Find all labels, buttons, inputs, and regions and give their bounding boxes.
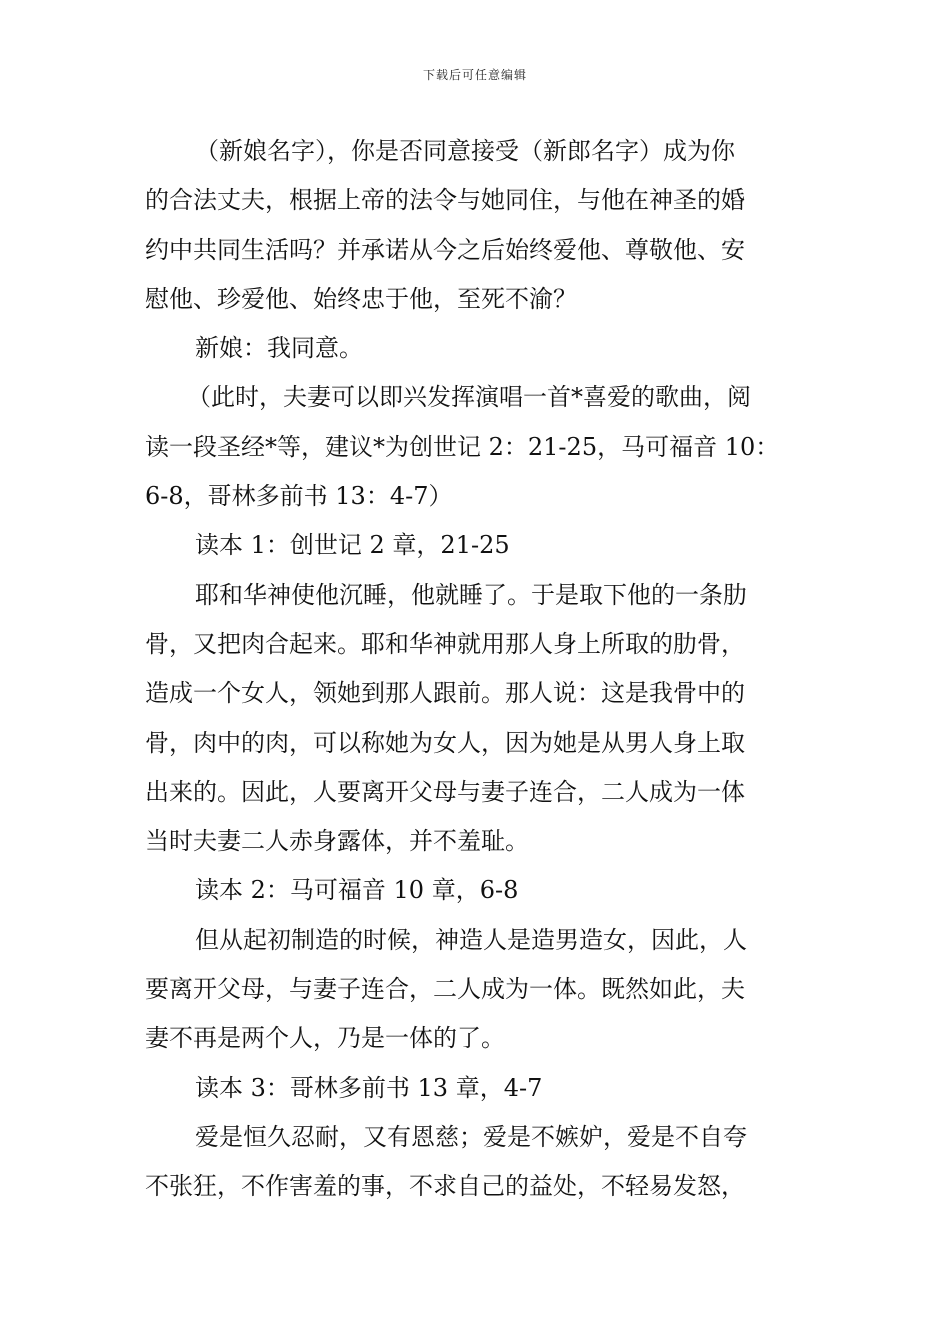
reading-heading: 读本 2：马可福音 10 章，6-8 — [195, 876, 519, 905]
paragraph-line: 6-8，哥林多前书 13：4-7） — [145, 482, 453, 511]
paragraph-line: 要离开父母，与妻子连合，二人成为一体。既然如此，夫 — [145, 975, 745, 1004]
reading-heading: 读本 1：创世记 2 章，21-25 — [195, 531, 510, 560]
paragraph-line: 妻不再是两个人，乃是一体的了。 — [145, 1024, 505, 1053]
paragraph-line: 造成一个女人，领她到那人跟前。那人说：这是我骨中的 — [145, 679, 745, 708]
paragraph-line: 但从起初制造的时候，神造人是造男造女，因此，人 — [195, 925, 747, 954]
paragraph-line: （此时，夫妻可以即兴发挥演唱一首*喜爱的歌曲，阅 — [187, 383, 751, 412]
paragraph-line: 骨，又把肉合起来。耶和华神就用那人身上所取的肋骨， — [145, 629, 745, 658]
paragraph-line: （新娘名字），你是否同意接受（新郎名字）成为你 — [195, 137, 735, 165]
paragraph-line: 约中共同生活吗？并承诺从今之后始终爱他、尊敬他、安 — [145, 235, 745, 264]
body-text — [145, 127, 810, 1212]
paragraph-line: 出来的。因此，人要离开父母与妻子连合，二人成为一体 — [145, 777, 745, 806]
paragraph-line: 的合法丈夫，根据上帝的法令与她同住，与他在神圣的婚 — [145, 186, 745, 215]
paragraph-line: 骨，肉中的肉，可以称她为女人，因为她是从男人身上取 — [145, 728, 745, 757]
paragraph-line: 爱是恒久忍耐，又有恩慈；爱是不嫉妒，爱是不自夸 — [195, 1122, 747, 1151]
paragraph-line: 新娘：我同意。 — [195, 334, 363, 363]
reading-heading: 读本 3：哥林多前书 13 章，4-7 — [195, 1073, 543, 1102]
paragraph-line: 读一段圣经*等，建议*为创世记 2：21-25，马可福音 10： — [145, 432, 780, 461]
paragraph-line: 不张狂，不作害羞的事，不求自己的益处，不轻易发怒， — [145, 1172, 745, 1201]
paragraph-line: 当时夫妻二人赤身露体，并不羞耻。 — [145, 827, 529, 856]
paragraph-line: 慰他、珍爱他、始终忠于他，至死不渝？ — [145, 284, 577, 313]
header-note: 下载后可任意编辑 — [422, 68, 527, 82]
paragraph-line: 耶和华神使他沉睡，他就睡了。于是取下他的一条肋 — [195, 580, 747, 609]
